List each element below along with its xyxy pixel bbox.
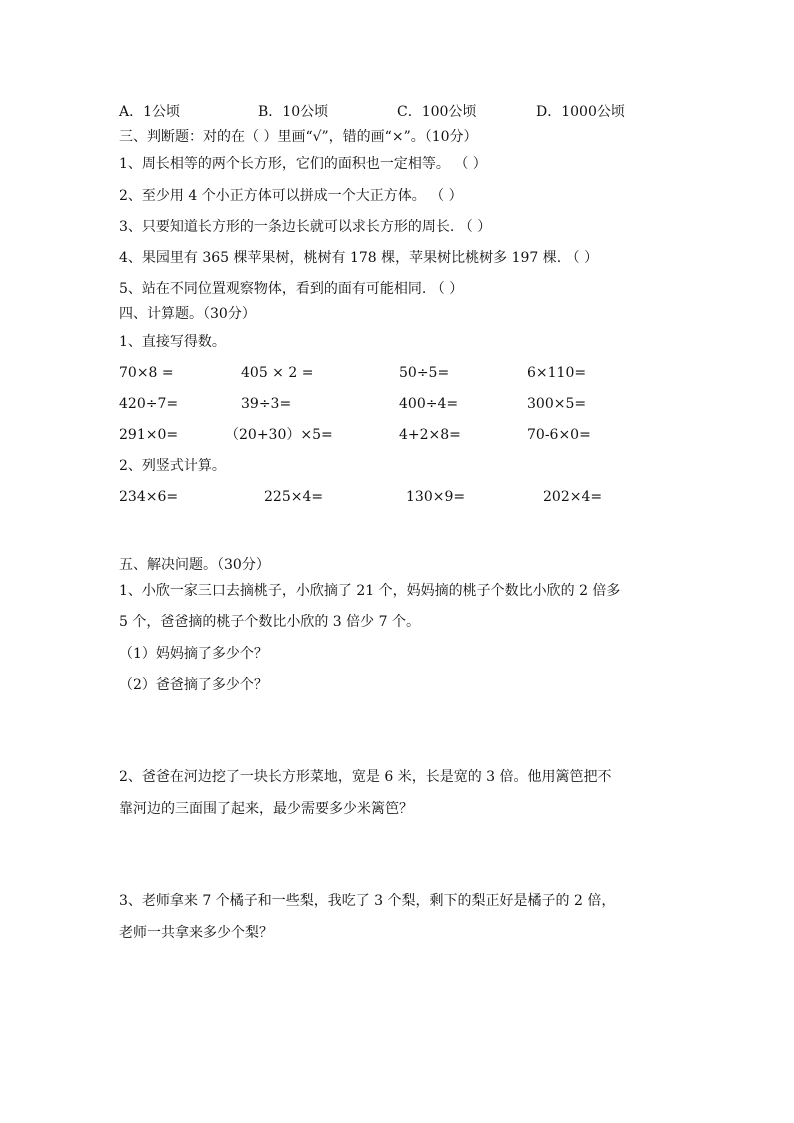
q2-line2: 靠河边的三面围了起来，最少需要多少米篱笆？: [119, 801, 413, 817]
calc-item: 300×5=: [527, 396, 587, 412]
q1-sub1: （1）妈妈摘了多少个？: [119, 646, 268, 662]
calc-item: 4+2×8=: [399, 427, 461, 443]
q1-line2: 5 个，爸爸摘的桃子个数比小欣的 3 倍少 7 个。: [119, 614, 420, 630]
section4-title: 四、计算题。（30分）: [119, 306, 256, 322]
choice-c: C．100公顷: [397, 104, 477, 120]
section4-sub2: 2、列竖式计算。: [119, 458, 226, 474]
calc-item: 420÷7=: [119, 396, 179, 412]
section5-title: 五、解决问题。（30分）: [119, 557, 270, 573]
section3-title: 三、判断题：对的在（ ）里画“√”，错的画“×”。（10分）: [119, 129, 478, 145]
q2-line1: 2、爸爸在河边挖了一块长方形菜地，宽是 6 米，长是宽的 3 倍。他用篱笆把不: [119, 769, 612, 785]
section3-item-2: 2、至少用 4 个小正方体可以拼成一个大正方体。 （ ）: [119, 188, 463, 204]
choice-a: A．1公顷: [119, 104, 181, 120]
vertical-calc-item: 234×6=: [119, 489, 179, 505]
calc-item: 70-6×0=: [527, 427, 591, 443]
vertical-calc-item: 225×4=: [264, 489, 324, 505]
calc-item: （20+30）×5=: [225, 427, 333, 443]
section3-item-1: 1、周长相等的两个长方形，它们的面积也一定相等。 （ ）: [119, 156, 487, 172]
section3-item-3: 3、只要知道长方形的一条边长就可以求长方形的周长. （ ）: [119, 219, 492, 235]
calc-item: 6×110=: [527, 365, 587, 381]
choice-b: B．10公顷: [258, 104, 329, 120]
calc-item: 405 × 2 =: [241, 365, 314, 381]
calc-item: 291×0=: [119, 427, 179, 443]
calc-item: 70×8 =: [119, 365, 174, 381]
q1-line1: 1、小欣一家三口去摘桃子，小欣摘了 21 个，妈妈摘的桃子个数比小欣的 2 倍多: [119, 583, 621, 599]
vertical-calc-item: 202×4=: [543, 489, 603, 505]
calc-item: 39÷3=: [241, 396, 292, 412]
section3-item-5: 5、站在不同位置观察物体，看到的面有可能相同. （ ）: [119, 281, 464, 297]
vertical-calc-item: 130×9=: [406, 489, 466, 505]
calc-item: 400÷4=: [399, 396, 459, 412]
calc-item: 50÷5=: [399, 365, 450, 381]
q3-line2: 老师一共拿来多少个梨？: [119, 925, 273, 941]
section3-item-4: 4、果园里有 365 棵苹果树，桃树有 178 棵，苹果树比桃树多 197 棵. （ ）: [119, 250, 599, 266]
q3-line1: 3、老师拿来 7 个橘子和一些梨，我吃了 3 个梨，剩下的梨正好是橘子的 2 倍，: [119, 893, 616, 909]
q1-sub2: （2）爸爸摘了多少个？: [119, 677, 268, 693]
section4-sub1: 1、直接写得数。: [119, 334, 226, 350]
choice-d: D．1000公顷: [536, 104, 625, 120]
